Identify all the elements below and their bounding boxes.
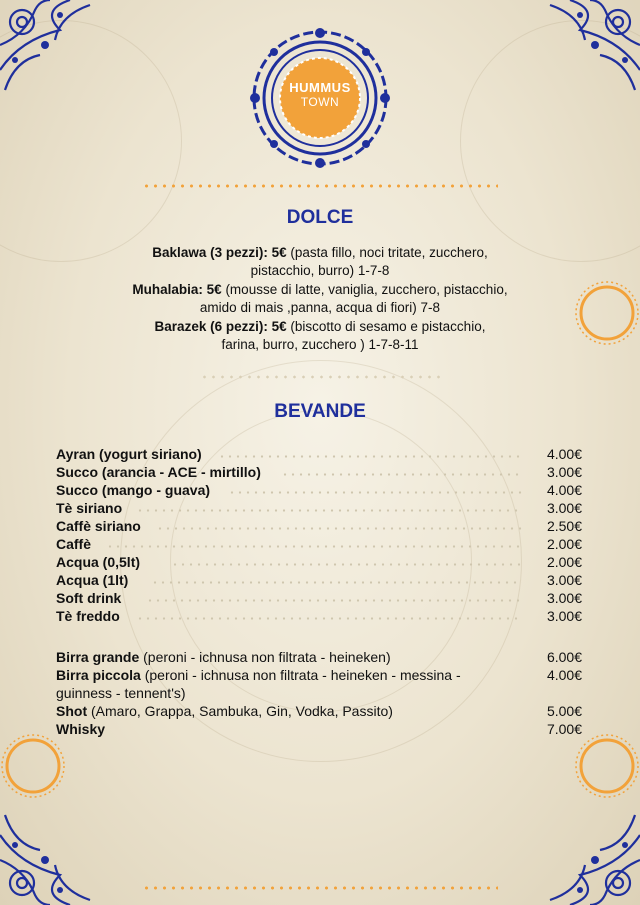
drink-price: 2.50€: [546, 518, 582, 534]
alcohol-price: 6.00€: [546, 649, 582, 665]
drink-row: [56, 536, 582, 554]
dot-leader: [156, 527, 522, 530]
drink-row: [56, 518, 582, 536]
drink-price: 4.00€: [546, 446, 582, 462]
corner-ornament-bottom-right: [545, 810, 640, 905]
dolce-item-desc: farina, burro, zucchero ) 1-7-8-11: [221, 337, 419, 353]
drink-row: [56, 500, 582, 518]
drink-name: Ayran (yogurt siriano): [56, 446, 202, 462]
drink-row: [56, 572, 582, 590]
dot-leader: [228, 491, 522, 494]
alcohol-name: Birra piccola: [56, 667, 141, 683]
divider-top: [142, 184, 498, 188]
divider-middle: [200, 375, 440, 379]
drink-name: Succo (mango - guava): [56, 482, 211, 498]
dolce-list: [110, 244, 530, 354]
brand-logo: [247, 25, 393, 171]
drink-row: [56, 464, 582, 482]
drink-price: 3.00€: [546, 572, 582, 588]
alcohol-desc: (peroni - ichnusa non filtrata - heineken - messina - guinness - tennent's): [56, 667, 461, 701]
dot-leader: [171, 563, 522, 566]
alcohol-price: 7.00€: [546, 721, 582, 737]
drink-name: Acqua (0,5lt): [56, 554, 141, 570]
drink-row: [56, 482, 582, 500]
alcohol-name: Whisky: [56, 721, 106, 737]
dolce-item: [110, 244, 530, 281]
drink-price: 3.00€: [546, 608, 582, 624]
divider-bottom: [142, 886, 498, 890]
section-title-bevande: BEVANDE: [274, 401, 366, 422]
dolce-item-desc: (mousse di latte, vaniglia, zucchero, pistacchio,: [221, 281, 508, 297]
sun-ornament-left-lower: [0, 733, 66, 799]
dot-leader: [136, 509, 522, 512]
alcohol-row: [56, 702, 582, 720]
sun-ornament-right-upper: [574, 280, 640, 346]
corner-ornament-top-left: [0, 0, 95, 95]
alcohol-row: [56, 720, 582, 738]
alcohol-row: [56, 666, 582, 702]
drink-price: 3.00€: [546, 500, 582, 516]
drink-name: Soft drink: [56, 590, 122, 606]
dot-leader: [218, 455, 522, 458]
dolce-item: [110, 318, 530, 355]
drink-name: Tè siriano: [56, 500, 123, 516]
section-title-dolce: DOLCE: [286, 207, 354, 228]
drink-row: [56, 608, 582, 626]
drink-row: [56, 446, 582, 464]
drink-name: Succo (arancia - ACE - mirtillo): [56, 464, 261, 480]
dolce-item-name: Baklawa (3 pezzi): 5€: [152, 245, 287, 260]
dolce-item: [110, 281, 530, 318]
corner-ornament-bottom-left: [0, 810, 95, 905]
alcohol-desc: (Amaro, Grappa, Sambuka, Gin, Vodka, Passito): [87, 703, 393, 719]
drink-price: 4.00€: [546, 482, 582, 498]
alcohol-desc: (peroni - ichnusa non filtrata - heineken): [139, 649, 391, 665]
dot-leader: [146, 599, 522, 602]
drink-name: Tè freddo: [56, 608, 120, 624]
drink-price: 2.00€: [546, 536, 582, 552]
dolce-item-desc: (pasta fillo, noci tritate, zucchero,: [286, 245, 488, 260]
brand-name-line1: HUMMUS: [289, 80, 351, 95]
drink-row: [56, 590, 582, 608]
dolce-item-desc: (biscotto di sesamo e pistacchio,: [286, 318, 486, 334]
dolce-item-name: Muhalabia: 5€: [132, 281, 222, 297]
brand-name-line2: TOWN: [300, 95, 340, 109]
drink-price: 3.00€: [546, 464, 582, 480]
dot-leader: [106, 545, 522, 548]
drink-row: [56, 554, 582, 572]
dot-leader: [136, 617, 522, 620]
dolce-item-desc: pistacchio, burro) 1-7-8: [250, 263, 390, 279]
drink-name: Caffè: [56, 536, 92, 552]
alcohol-price: 5.00€: [546, 703, 582, 719]
alcohol-row: [56, 648, 582, 666]
drink-name: Caffè siriano: [56, 518, 141, 534]
alcohol-name: Birra grande: [56, 649, 140, 665]
sun-ornament-right-lower: [574, 733, 640, 799]
dolce-item-desc: amido di mais ,panna, acqua di fiori) 7-8: [199, 300, 441, 316]
drink-price: 2.00€: [546, 554, 582, 570]
dot-leader: [281, 473, 522, 476]
alcohol-name: Shot: [56, 703, 88, 719]
alcohol-price: 4.00€: [546, 667, 582, 683]
dolce-item-name: Barazek (6 pezzi): 5€: [154, 318, 287, 334]
drink-name: Acqua (1lt): [56, 572, 129, 588]
dot-leader: [151, 581, 522, 584]
corner-ornament-top-right: [545, 0, 640, 95]
drink-price: 3.00€: [546, 590, 582, 606]
